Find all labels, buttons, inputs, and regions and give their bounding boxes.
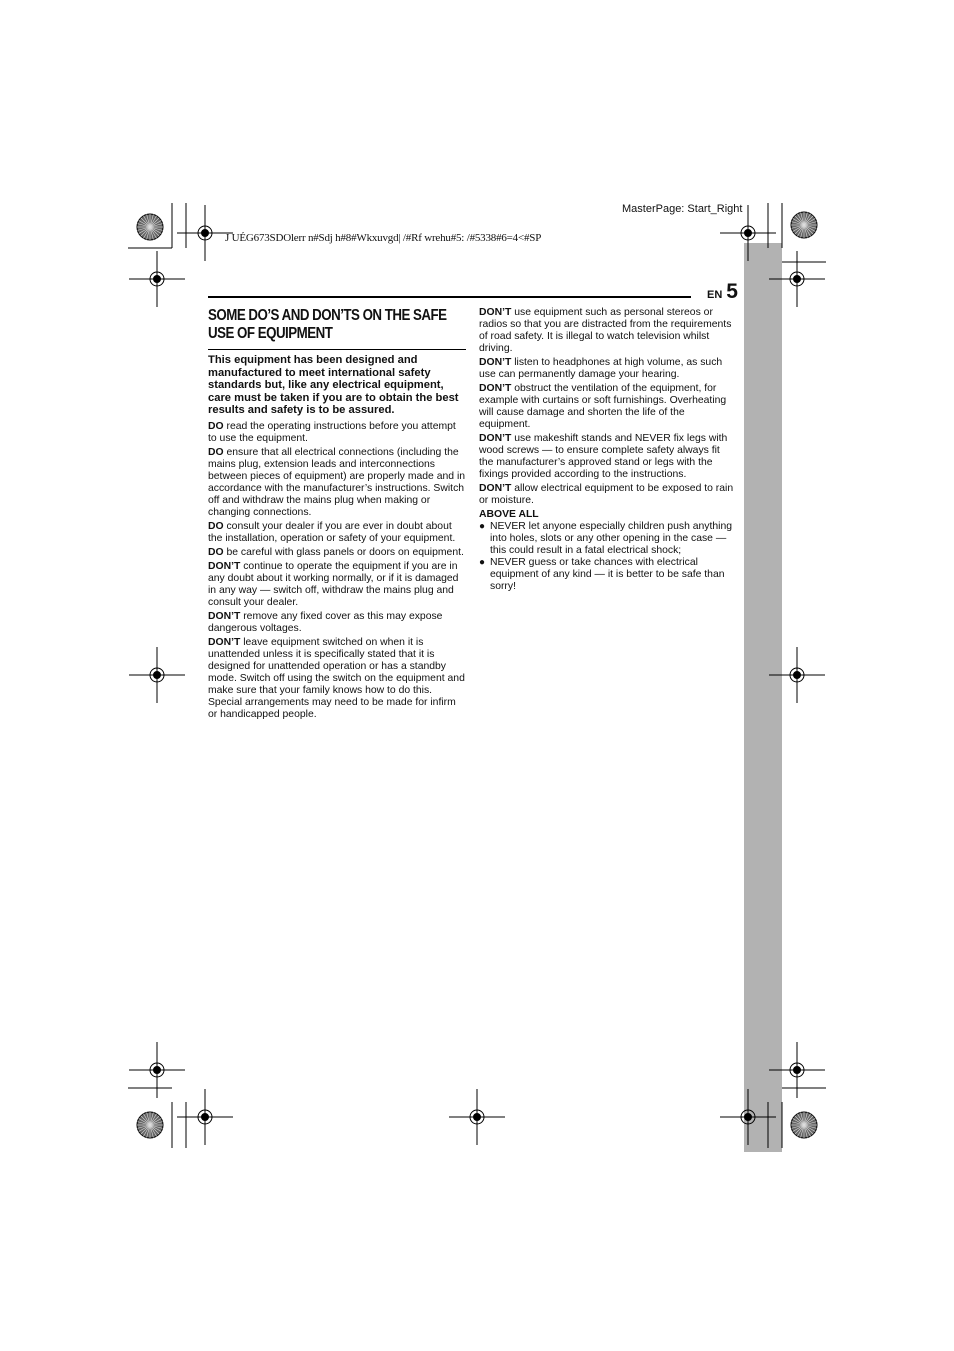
bullet-icon: ● xyxy=(479,557,486,568)
keyword: DON’T xyxy=(479,357,512,368)
file-meta-line: J UÉG673SDOlerr n#Sdj h#8#Wkxuvgd| /#Rf wrehu#5: /#5338#6=4<#SP xyxy=(225,232,542,244)
item-text: use equipment such as personal stereos or radios so that you are distracted from the requirements of road safety. It is illegal to watch television whilst driving. xyxy=(479,307,732,354)
registration-mark-icon xyxy=(449,1089,505,1145)
registration-mark-icon xyxy=(129,647,185,703)
registration-mark-icon xyxy=(769,1042,825,1098)
registration-mark-icon xyxy=(177,205,233,261)
rosette-bottom-right-icon xyxy=(791,1112,817,1138)
keyword: DON’T xyxy=(479,483,512,494)
rosette-bottom-left-icon xyxy=(137,1112,163,1138)
section-title: SOME DO’S AND DON’TS ON THE SAFE USE OF EQUIPMENT xyxy=(208,307,447,342)
registration-mark-icon xyxy=(769,251,825,307)
item-text: consult your dealer if you are ever in doubt about the installation, operation or safety of your equipment. xyxy=(208,520,456,544)
item-text: continue to operate the equipment if you are in any doubt about it working normally, or if it is damaged in any way — switch off, withdraw the mains plug and consult your dealer. xyxy=(208,560,459,608)
registration-mark-icon xyxy=(129,251,185,307)
item-text: ensure that all electrical connections (including the mains plug, extension leads and interconnections between pieces of equipment) are properly made and in accordance with the manufacturer’s instructions. Switch off and withdraw the mains plug when making or changing connections. xyxy=(208,446,466,518)
bullet-icon: ● xyxy=(479,521,486,532)
item-text: allow electrical equipment to be exposed to rain or moisture. xyxy=(479,483,734,506)
registration-mark-icon xyxy=(769,647,825,703)
item-text: use makeshift stands and NEVER fix legs with wood screws — to ensure complete safety always fit the manufacturer’s approved stand or legs with the fixings provided according to the instructions. xyxy=(479,433,728,480)
item-text: remove any fixed cover as this may expose dangerous voltages. xyxy=(208,610,443,634)
page-number-value: 5 xyxy=(726,280,738,303)
item-text: leave equipment switched on when it is unattended unless it is specifically stated that it is designed for unattended operation or has a standby mode. Switch off using the switch on the equipment and make sure that your family knows how to do this. Special arrangements may need to be made for infirm or handicapped people. xyxy=(208,636,465,720)
registration-mark-icon xyxy=(129,1042,185,1098)
keyword: DO xyxy=(208,520,224,532)
keyword: DON’T xyxy=(479,433,512,444)
language-label: EN xyxy=(707,289,723,301)
keyword: DON’T xyxy=(208,560,241,572)
keyword: DON’T xyxy=(479,307,512,318)
bullet-text: NEVER guess or take chances with electrical equipment of any kind — it is better to be safe than sorry! xyxy=(490,557,725,592)
intro-paragraph: This equipment has been designed and manufactured to meet international safety standards but, like any electrical equipment, care must be taken if you are to obtain the best results and safety is to be assured. xyxy=(208,354,459,417)
item-text: obstruct the ventilation of the equipment, for example with curtains or soft furnishings. Overheating will cause damage and shorten the life of the equipment. xyxy=(479,383,727,430)
rosette-top-right-icon xyxy=(791,212,817,238)
item-text: read the operating instructions before you attempt to use the equipment. xyxy=(208,420,456,444)
keyword: DON’T xyxy=(479,383,512,394)
keyword: DO xyxy=(208,546,224,558)
above-all-heading: ABOVE ALL xyxy=(479,509,539,520)
keyword: DON’T xyxy=(208,636,241,648)
keyword: DO xyxy=(208,446,224,458)
rosette-top-left-icon xyxy=(137,214,163,240)
keyword: DON’T xyxy=(208,610,241,622)
keyword: DO xyxy=(208,420,224,432)
item-text: be careful with glass panels or doors on equipment. xyxy=(223,546,464,558)
masterpage-label: MasterPage: Start_Right xyxy=(622,203,743,215)
registration-mark-icon xyxy=(177,1089,233,1145)
bullet-text: NEVER let anyone especially children push anything into holes, slots or any other opening in the case — this could result in a fatal electrical shock; xyxy=(490,521,733,556)
item-text: listen to headphones at high volume, as such use can permanently damage your hearing. xyxy=(479,357,723,380)
